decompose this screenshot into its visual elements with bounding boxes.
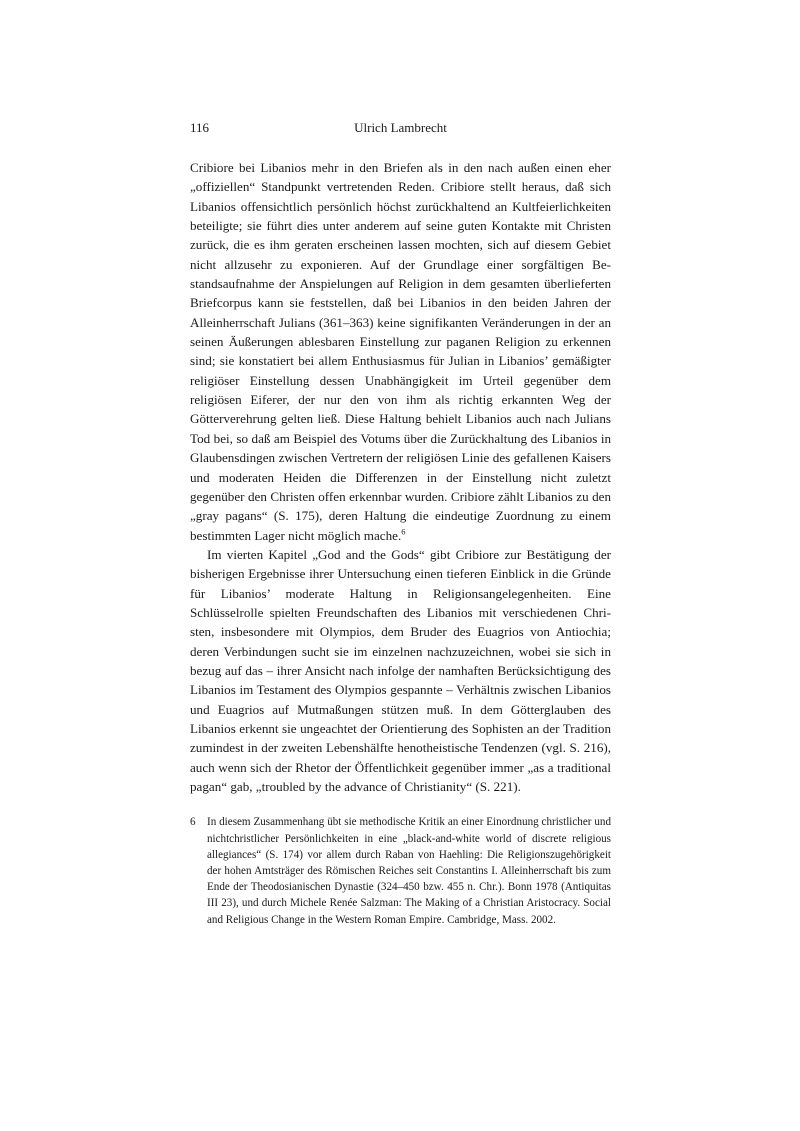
running-head (190, 118, 611, 138)
footnote-reference[interactable]: 6 (401, 526, 406, 537)
book-page (190, 118, 611, 928)
page-number: 116 (190, 120, 210, 135)
footnote-text: In diesem Zusammenhang übt sie methodische Kritik an einer Einordnung christlicher und nichtchristlicher Persönlichkeiten in eine „black-and-white world of discrete religious allegiances“ (S. 174) vor allem durch Raban von Haehling: Die Religionszugehörigkeit der hohen Amtsträger des Römischen Reiches seit Constantins I. Alleinherrschaft bis zum Ende der Theodosianischen Dynastie (324–450 bzw. 455 n. Chr.). Bonn 1978 (Antiquitas III 23), und durch Michele Renée Salzman: The Making of a Christian Aristocracy. Social and Religious Change in the Western Roman Empire. Cambridge, Mass. 2002. (207, 816, 611, 926)
paragraph-2: Im vierten Kapitel „God and the Gods“ gibt Cribiore zur Bestätigung der bisherigen Ergebnisse ihrer Untersuchung einen tieferen Einblick in die Gründe für Libanios’ moderate Haltung in Religionsangelegenheiten. Eine Schlüsselrolle spielten Freundschaften des Libanios mit verschiedenen Christen, insbesondere mit Olympios, dem Bruder des Euagrios von Antiochia; deren Verbindungen sucht sie im einzelnen nachzuzeichnen, wobei sie sich in bezug auf das – ihrer Ansicht nach infolge der namhaften Berücksichtigung des Libanios im Testament des Olympios gespannte – Verhältnis zwischen Libanios und Euagrios auf Mutmaßungen stützen muß. In dem Götterglauben des Libanios erkennt sie ungeachtet der Orientierung des Sophisten an der Tradition zumindest in der zweiten Lebenshälfte henotheistische Tendenzen (vgl. S. 216), auch wenn sich der Rhetor der Öffentlichkeit gegenüber immer „as a traditional pagan“ gab, „troubled by the advance of Christianity“ (S. 221). (190, 546, 611, 794)
running-head-author: Ulrich Lambrecht (354, 120, 447, 135)
body-text (190, 158, 611, 796)
paragraph-1-text: Cribiore bei Libanios mehr in den Briefen als in den nach außen einen eher „offiziellen“ Standpunkt vertretenden Reden. Cribiore stellt heraus, daß sich Libanios offensichtlich persönlich höchst zurückhaltend an Kultfeierlichkeiten beteiligte; sie führt dies unter anderem auf seine guten Kontakte mit Christen zurück, die es ihm geraten erscheinen lassen mochten, sich auf diesem Gebiet nicht allzusehr zu exponieren. Auf der Grundlage einer sorgfältigen Bestandsaufnahme der Anspielungen auf Religion in dem gesamten überlieferten Briefcorpus kann sie feststellen, daß bei Libanios in den beiden Jahren der Alleinherrschaft Julians (361–363) keine signifikanten Veränderungen in der an seinen Äußerungen ablesbaren Einstellung zur paganen Religion zu erkennen sind; sie konstatiert bei allem Enthusiasmus für Julian in Libanios’ gemäßigter religiöser Einstellung dessen Unabhängigkeit im Urteil gegenüber dem religiösen Eiferer, der nur den von ihm als richtig erkannten Weg der Götterverehrung gelten ließ. Diese Haltung behielt Libanios auch nach Julians Tod bei, so daß am Beispiel des Votums über die Zurückhaltung des Libanios in Glaubensdingen zwischen Vertretern der religiösen Linie des gefallenen Kaisers und moderaten Heiden die Differenzen in der Einstellung nicht zuletzt gegenüber den Christen offen erkennbar wurden. Cribiore zählt Libanios zu den „gray pagans“ (S. 175), deren Haltung die eindeutige Zuordnung zu einem bestimmten Lager nicht möglich mache. (190, 160, 611, 543)
footnote-number: 6 (190, 816, 196, 829)
paragraph-1 (190, 158, 611, 545)
footnote (190, 814, 611, 927)
